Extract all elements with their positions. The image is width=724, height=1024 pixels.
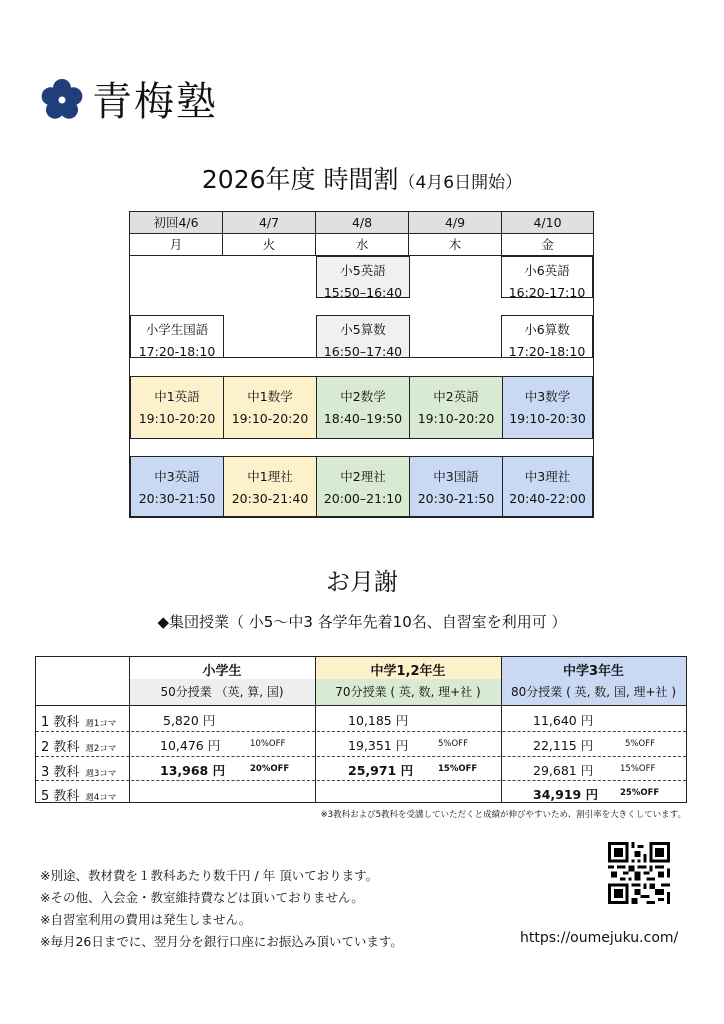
class-time: 20:30-21:50: [417, 491, 495, 506]
schedule-title-main: 2026年度 時間割: [201, 165, 399, 194]
row-label: [41, 785, 116, 804]
class-cell: [316, 456, 410, 517]
class-cell: [130, 315, 224, 358]
class-cell: [502, 376, 593, 439]
class-time: 19:10-20:20: [231, 411, 309, 426]
schedule-title: [0, 160, 724, 196]
price-cell: 22,115 円: [533, 738, 594, 753]
row-label: [41, 761, 116, 780]
date-header: 初回4/6: [130, 212, 223, 234]
class-name: 小5英語: [340, 263, 386, 278]
class-name: 小6英語: [524, 263, 570, 278]
row-label-text: 1 教科: [41, 715, 80, 730]
header-divider: [36, 705, 686, 706]
class-time: 16:20-17:10: [508, 285, 586, 300]
row-label-sub: 週3コマ: [85, 769, 117, 779]
row-label-text: 2 教科: [41, 740, 80, 755]
class-name: 小6算数: [524, 322, 570, 337]
row-label: [41, 711, 116, 730]
col-title-mid12: 中学1,2年生: [370, 664, 446, 679]
class-name: 中2理社: [340, 469, 386, 484]
class-cell: [501, 256, 593, 298]
class-cell: [316, 376, 410, 439]
class-name: 中3理社: [524, 469, 571, 484]
price-cell: 13,968 円: [160, 763, 226, 778]
class-name: 中1英語: [154, 389, 200, 404]
note-line: ※その他、入会金・教室維持費などは頂いておりません。: [40, 890, 364, 905]
class-time: 19:10-20:20: [417, 411, 495, 426]
class-time: 20:30-21:50: [138, 491, 216, 506]
discount-badge: 5%OFF: [438, 739, 468, 749]
class-time: 20:30-21:40: [231, 491, 309, 506]
weekday-header: 木: [409, 234, 502, 256]
discount-badge: 5%OFF: [625, 739, 655, 749]
col-sub-mid3: 80分授業 ( 英, 数, 国, 理+社 ): [510, 685, 677, 699]
class-time: 15:50–16:40: [323, 285, 403, 300]
class-name: 中2英語: [433, 389, 479, 404]
row-label: [41, 736, 116, 755]
schedule-grid: [129, 211, 594, 518]
tuition-table: [35, 656, 687, 803]
class-time: 20:00–21:10: [323, 491, 403, 506]
class-time: 18:40–19:50: [323, 411, 403, 426]
price-cell: 10,185 円: [348, 713, 409, 728]
class-name: 中1理社: [247, 469, 293, 484]
price-cell: 10,476 円: [160, 738, 221, 753]
website-link[interactable]: https://oumejuku.com/: [520, 930, 679, 946]
note-line: ※別途、教材費を１教科あたり数千円 / 年 頂いております。: [40, 868, 379, 883]
price-cell: 19,351 円: [348, 738, 409, 753]
col-title-mid3: 中学3年生: [562, 664, 625, 679]
class-cell: [223, 376, 317, 439]
row-label-sub: 週1コマ: [85, 719, 117, 729]
class-time: 17:20-18:10: [138, 344, 216, 359]
discount-badge: 10%OFF: [250, 739, 286, 749]
date-header: 4/8: [316, 212, 409, 234]
class-cell: [316, 256, 410, 298]
class-name: 中1数学: [247, 389, 293, 404]
class-cell: [501, 315, 593, 358]
class-cell: [409, 376, 503, 439]
group-class-note: ◆集団授業（ 小5〜中3 各学年先着10名、自習室を利用可 ）: [157, 613, 567, 631]
class-time: 17:20-18:10: [508, 344, 586, 359]
class-cell: [316, 315, 410, 358]
weekday-header: 月: [130, 234, 223, 256]
col-sub-elementary: 50分授業 （英, 算, 国): [160, 685, 284, 699]
date-header: 4/10: [502, 212, 593, 234]
row-label-sub: 週4コマ: [85, 793, 117, 803]
row-divider: [36, 780, 686, 781]
class-time: 19:10-20:20: [138, 411, 216, 426]
brand-name: 青梅塾: [92, 79, 218, 125]
class-cell: [223, 456, 317, 517]
class-name: 中3英語: [154, 469, 200, 484]
class-name: 中3国語: [433, 469, 479, 484]
class-cell: [130, 456, 224, 517]
row-label-sub: 週2コマ: [85, 744, 117, 754]
class-name: 小学生国語: [145, 322, 209, 337]
class-time: 19:10-20:30: [509, 411, 586, 426]
class-cell: [409, 456, 503, 517]
col-sub-mid12: 70分授業 ( 英, 数, 理+社 ): [335, 685, 481, 699]
class-name: 中2数学: [340, 389, 386, 404]
tuition-title: お月謝: [326, 568, 398, 596]
discount-badge: 15%OFF: [438, 764, 478, 774]
date-header: 4/7: [223, 212, 316, 234]
qr-code-icon[interactable]: [608, 842, 670, 904]
row-label-text: 3 教科: [41, 765, 80, 780]
row-label-text: 5 教科: [41, 789, 80, 804]
schedule-title-sub: （4月6日開始）: [398, 173, 523, 193]
plum-blossom-icon: [40, 78, 84, 122]
row-divider: [36, 731, 686, 732]
class-cell: [130, 376, 224, 439]
class-name: 中3数学: [524, 389, 571, 404]
discount-badge: 15%OFF: [620, 764, 656, 774]
price-cell: 34,919 円: [533, 787, 599, 802]
note-line: ※毎月26日までに、翌月分を銀行口座にお振込み頂いています。: [40, 934, 403, 949]
class-time: 16:50–17:40: [323, 344, 403, 359]
discount-badge: 20%OFF: [250, 764, 290, 774]
col-title-elementary: 小学生: [202, 664, 242, 679]
discount-footnote: ※3教科および5教科を受講していただくと成績が伸びやすいため、割引率を大きくしています。: [320, 810, 686, 820]
class-name: 小5算数: [340, 322, 386, 337]
note-line: ※自習室利用の費用は発生しません。: [40, 912, 252, 927]
date-header: 4/9: [409, 212, 502, 234]
discount-badge: 25%OFF: [620, 788, 660, 798]
weekday-header: 火: [223, 234, 316, 256]
row-divider: [36, 756, 686, 757]
class-cell: [502, 456, 593, 517]
weekday-header: 水: [316, 234, 409, 256]
price-cell: 5,820 円: [163, 713, 216, 728]
price-cell: 11,640 円: [533, 713, 594, 728]
price-cell: 29,681 円: [533, 763, 594, 778]
class-time: 20:40-22:00: [509, 491, 586, 506]
price-cell: 25,971 円: [348, 763, 414, 778]
weekday-header: 金: [502, 234, 593, 256]
